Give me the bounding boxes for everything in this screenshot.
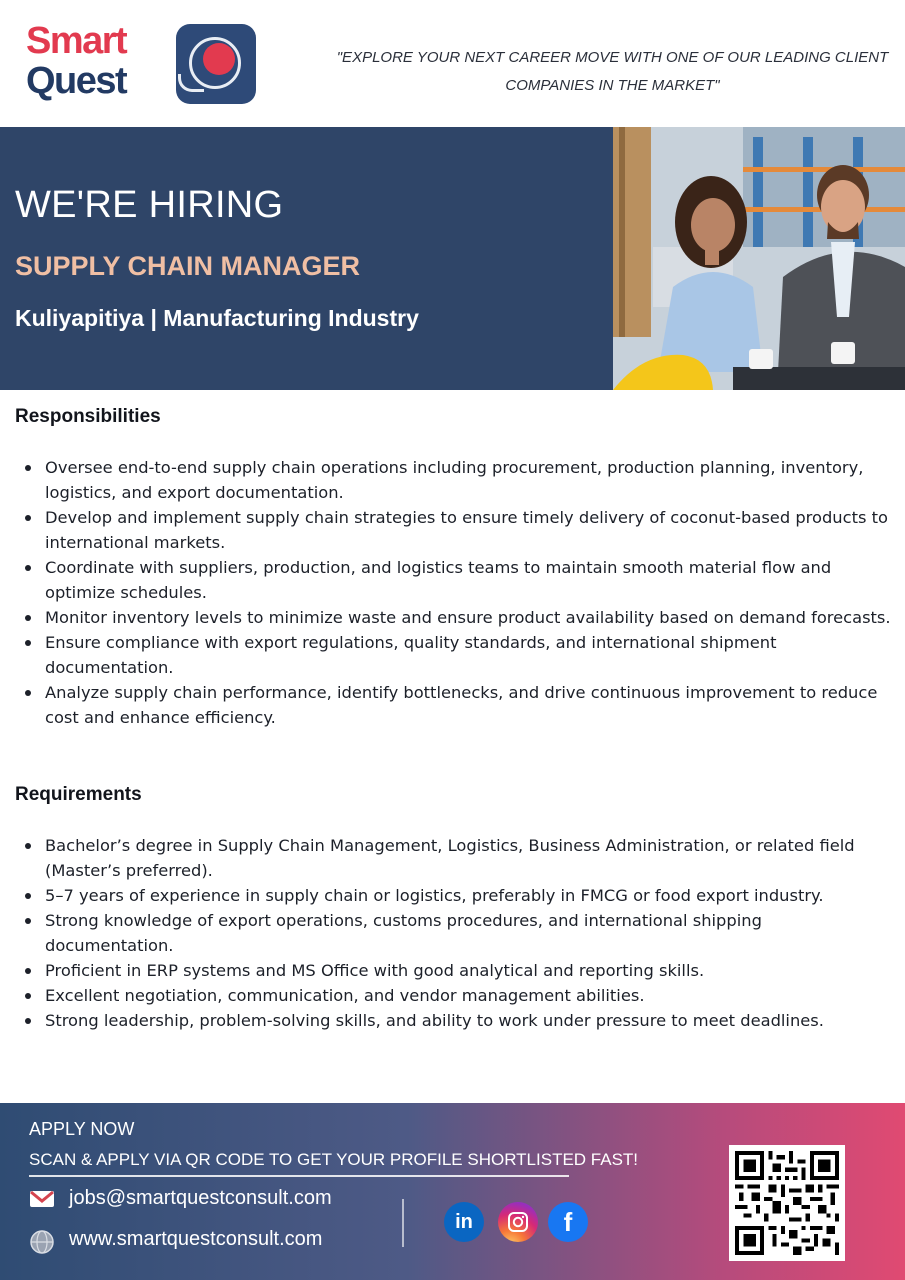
responsibilities-list	[25, 455, 895, 730]
facebook-icon[interactable]	[548, 1202, 588, 1242]
list-item: Strong leadership, problem-solving skills, and ability to work under pressure to meet deadlines.	[25, 1008, 895, 1033]
facebook-label: f	[563, 1206, 573, 1237]
hero-banner	[0, 127, 905, 390]
logo-word-quest: Quest	[26, 60, 127, 102]
instagram-icon[interactable]	[498, 1202, 538, 1242]
apply-now-label: APPLY NOW	[29, 1119, 135, 1139]
job-location: Kuliyapitiya | Manufacturing Industry	[15, 305, 419, 331]
list-item: Coordinate with suppliers, production, and logistics teams to maintain smooth material flow and optimize schedules.	[25, 555, 895, 605]
job-details	[0, 390, 905, 1103]
hero-photo	[613, 127, 905, 390]
email-contact[interactable]	[29, 1187, 332, 1210]
smartquest-logo[interactable]	[26, 22, 258, 112]
qr-code-icon	[735, 1151, 839, 1255]
responsibilities-heading: Responsibilities	[15, 406, 161, 427]
job-role: SUPPLY CHAIN MANAGER	[15, 251, 361, 281]
underline-divider	[29, 1175, 569, 1177]
list-item: 5–7 years of experience in supply chain or logistics, preferably in FMCG or food export industry.	[25, 883, 895, 908]
requirements-heading: Requirements	[15, 784, 142, 805]
list-item: Develop and implement supply chain strategies to ensure timely delivery of coconut-based products to international markets.	[25, 505, 895, 555]
vertical-divider	[402, 1199, 404, 1247]
apply-footer	[0, 1103, 905, 1280]
magnifier-logo-icon	[176, 24, 256, 104]
website-contact[interactable]	[29, 1228, 322, 1251]
logo-word-smart: Smart	[26, 20, 127, 62]
email-link[interactable]: jobs@smartquestconsult.com	[69, 1187, 332, 1209]
hero-text-panel	[0, 127, 613, 390]
requirements-list	[25, 833, 895, 1033]
globe-icon	[29, 1230, 55, 1250]
list-item: Oversee end-to-end supply chain operations including procurement, production planning, inventory, logistics, and export documentation.	[25, 455, 895, 505]
header	[0, 0, 905, 127]
warehouse-people-illustration	[613, 127, 905, 390]
list-item: Monitor inventory levels to minimize waste and ensure product availability based on demand forecasts.	[25, 605, 895, 630]
scan-instruction: SCAN & APPLY VIA QR CODE TO GET YOUR PROFILE SHORTLISTED FAST!	[29, 1150, 639, 1169]
list-item: Bachelor’s degree in Supply Chain Management, Logistics, Business Administration, or related field (Master’s preferred).	[25, 833, 895, 883]
list-item: Excellent negotiation, communication, and vendor management abilities.	[25, 983, 895, 1008]
list-item: Proficient in ERP systems and MS Office with good analytical and reporting skills.	[25, 958, 895, 983]
list-item: Analyze supply chain performance, identify bottlenecks, and drive continuous improvement to reduce cost and enhance efficiency.	[25, 680, 895, 730]
list-item: Ensure compliance with export regulations, quality standards, and international shipment documentation.	[25, 630, 895, 680]
hiring-title: WE'RE HIRING	[15, 184, 284, 226]
qr-code[interactable]	[729, 1145, 845, 1261]
tagline: "EXPLORE YOUR NEXT CAREER MOVE WITH ONE OF OUR LEADING CLIENT COMPANIES IN THE MARKET"	[336, 49, 889, 94]
linkedin-icon[interactable]	[444, 1202, 484, 1242]
website-link[interactable]: www.smartquestconsult.com	[69, 1228, 323, 1250]
linkedin-label: in	[455, 1210, 473, 1233]
list-item: Strong knowledge of export operations, customs procedures, and international shipping documentation.	[25, 908, 895, 958]
mail-icon	[29, 1189, 55, 1209]
